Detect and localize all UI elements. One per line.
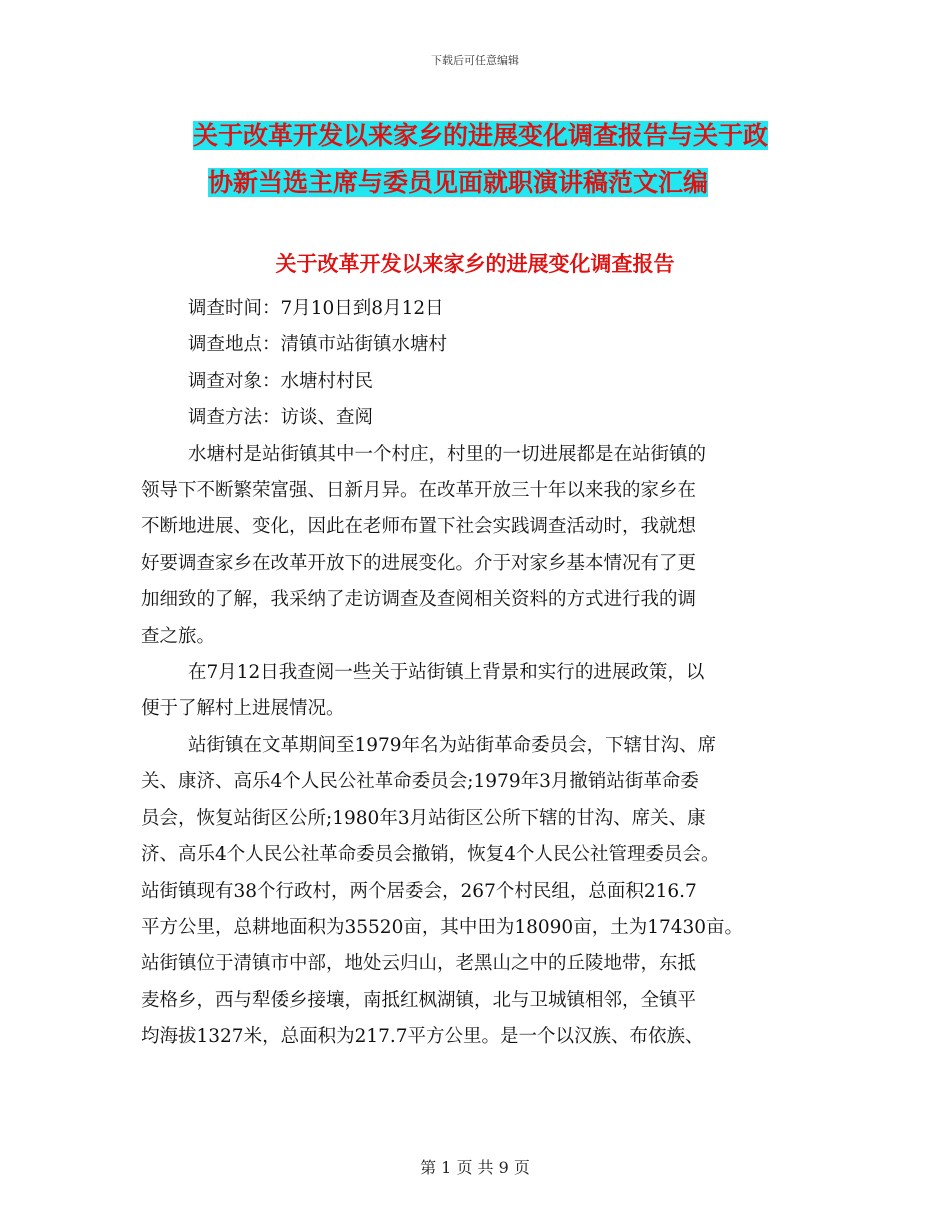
text-line: 麦格乡，西与犁倭乡接壤，南抵红枫湖镇，北与卫城镇相邻，全镇平 — [141, 989, 697, 1011]
paragraph-research — [141, 655, 841, 728]
text-line: 便于了解村上进展情况。 — [141, 698, 345, 720]
paragraph-history — [141, 728, 841, 1056]
text-line: 查之旅。 — [141, 625, 216, 647]
survey-method: 调查方法：访谈、查阅 — [188, 407, 374, 429]
page-number: 第 1 页 共 9 页 — [420, 1158, 530, 1177]
title-highlight: 协新当选主席与委员见面就职演讲稿范文汇编 — [208, 168, 709, 197]
text-line: 济、高乐4个人民公社革命委员会撤销，恢复4个人民公社管理委员会。 — [141, 844, 720, 866]
section-title: 关于改革开发以来家乡的进展变化调查报告 — [275, 252, 675, 276]
download-note: 下载后可任意编辑 — [431, 54, 519, 67]
text-line: 站街镇现有38个行政村，两个居委会，267个村民组，总面积216.7 — [141, 880, 697, 902]
text-line: 员会，恢复站街区公所;1980年3月站街区公所下辖的甘沟、席关、康 — [141, 807, 706, 829]
document-title-line-1 — [140, 112, 830, 159]
text-line: 在7月12日我查阅一些关于站街镇上背景和实行的进展政策，以 — [188, 662, 705, 684]
text-line: 水塘村是站街镇其中一个村庄，村里的一切进展都是在站街镇的 — [188, 443, 707, 465]
paragraph-intro — [141, 437, 841, 655]
text-line: 好要调查家乡在改革开放下的进展变化。介于对家乡基本情况有了更 — [141, 552, 697, 574]
survey-subject: 调查对象：水塘村村民 — [188, 370, 374, 392]
text-line: 不断地进展、变化，因此在老师布置下社会实践调查活动时，我就想 — [141, 516, 697, 538]
survey-time: 调查时间：7月10日到8月12日 — [188, 298, 444, 319]
text-line: 平方公里，总耕地面积为35520亩，其中田为18090亩，土为17430亩。 — [141, 916, 744, 938]
survey-location: 调查地点：清镇市站街镇水塘村 — [188, 334, 448, 356]
document-title-line-2 — [140, 159, 830, 206]
text-line: 站街镇在文革期间至1979年名为站街革命委员会，下辖甘沟、席 — [188, 734, 717, 756]
text-line: 关、康济、高乐4个人民公社革命委员会;1979年3月撤销站街革命委 — [141, 771, 699, 793]
title-highlight: 关于改革开发以来家乡的进展变化调查报告与关于政 — [193, 121, 769, 150]
text-line: 站街镇位于清镇市中部，地处云归山，老黑山之中的丘陵地带，东抵 — [141, 953, 697, 975]
text-line: 加细致的了解，我采纳了走访调查及查阅相关资料的方式进行我的调 — [141, 589, 697, 611]
document-title — [140, 112, 830, 206]
report-body — [141, 291, 841, 1056]
text-line: 均海拔1327米，总面积为217.7平方公里。是一个以汉族、布依族、 — [141, 1026, 704, 1048]
text-line: 领导下不断繁荣富强、日新月异。在改革开放三十年以来我的家乡在 — [141, 480, 697, 502]
